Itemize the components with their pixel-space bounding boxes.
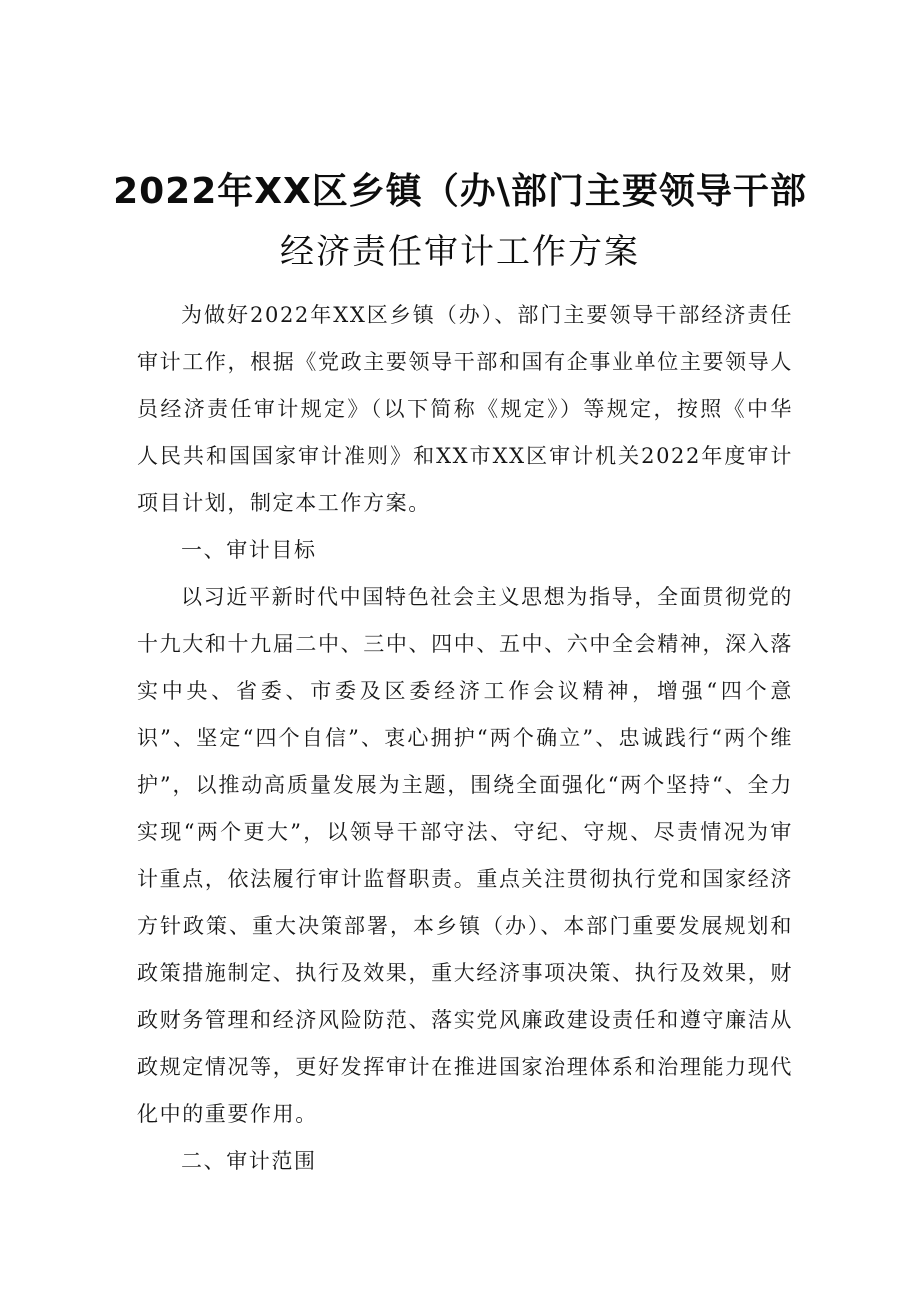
- document-title-line-2: 经济责任审计工作方案: [280, 232, 640, 272]
- section-1-paragraph: 以习近平新时代中国特色社会主义思想为指导，全面贯彻党的十九大和十九届二中、三中、四中、五中、六中全会精神，深入落实中央、省委、市委及区委经济工作会议精神，增强“四个意识”、坚定“四个自信”、衷心拥护“两个确立”、忠诚践行“两个维护”，以推动高质量发展为主题，围绕全面强化“两个坚持“、全力实现“两个更大”，以领导干部守法、守纪、守规、尽责情况为审计重点，依法履行审计监督职责。重点关注贯彻执行党和国家经济方针政策、重大决策部署，本乡镇（办）、本部门重要发展规划和政策措施制定、执行及效果，重大经济事项决策、执行及效果，财政财务管理和经济风险防范、落实党风廉政建设责任和遵守廉洁从政规定情况等，更好发挥审计在推进国家治理体系和治理能力现代化中的重要作用。: [137, 585, 793, 1126]
- section-2-heading: 二、审计范围: [181, 1149, 317, 1173]
- document-body: [137, 292, 793, 1185]
- intro-paragraph: 为做好2022年XX区乡镇（办）、部门主要领导干部经济责任审计工作，根据《党政主要领导干部和国有企事业单位主要领导人员经济责任审计规定》（以下简称《规定》）等规定，按照《中华人民共和国国家审计准则》和XX市XX区审计机关2022年度审计项目计划，制定本工作方案。: [137, 303, 793, 515]
- document-title-line-1: 2022年XX区乡镇（办\部门主要领导干部: [113, 171, 807, 212]
- section-1-heading: 一、审计目标: [181, 538, 317, 562]
